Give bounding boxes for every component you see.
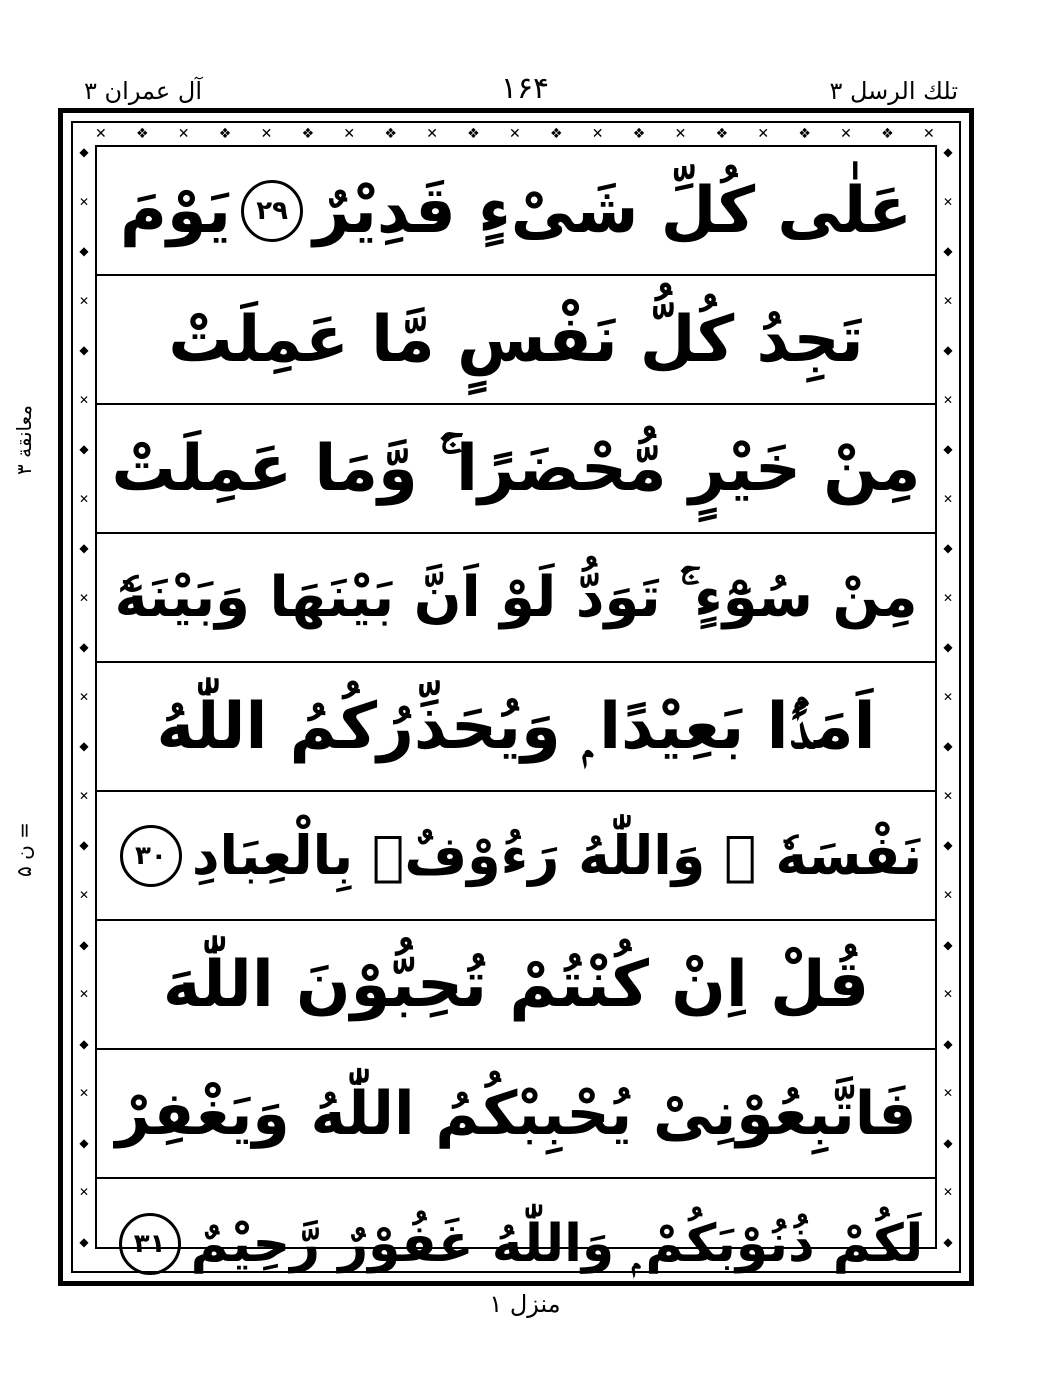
ayah-number-marker: ۳۰ bbox=[120, 825, 182, 887]
verse-line bbox=[97, 1050, 935, 1179]
margin-note-bottom: ن ۵ = bbox=[12, 822, 36, 878]
page-border bbox=[58, 108, 974, 1286]
ayah-number-marker: ۳۱ bbox=[119, 1213, 181, 1275]
verse-line bbox=[97, 663, 935, 792]
verse-line-text: مِنْ خَيْرٍ مُّحْضَرًا ۚۛ وَّمَا عَمِلَتْ bbox=[111, 431, 921, 506]
verse-line bbox=[97, 534, 935, 663]
page-number: ۱۶۴ bbox=[500, 71, 550, 106]
verse-line bbox=[97, 147, 935, 276]
verse-line-text: اَمَدًۢا بَعِيْدًا ۭ وَيُحَذِّرُكُمُ اللّٰهُ bbox=[156, 689, 876, 764]
verse-line bbox=[97, 276, 935, 405]
verse-block bbox=[95, 145, 937, 1274]
ornament-right: ◆ ✕ ◆ ✕ ◆ ✕ ◆ ✕ ◆ ✕ ◆ ✕ ◆ ✕ ◆ ✕ ◆ ✕ ◆ ✕ ◆ ✕ ◆ bbox=[942, 145, 954, 1249]
verse-line-text: تَجِدُ كُلُّ نَفْسٍ مَّا عَمِلَتْ bbox=[168, 302, 864, 377]
verse-line bbox=[97, 405, 935, 534]
verse-line-text: فَاتَّبِعُوْنِىْ يُحْبِبْكُمُ اللّٰهُ وَيَغْفِرْ bbox=[115, 1078, 917, 1149]
juz-name-header: تلك الرسل ۳ bbox=[829, 77, 958, 105]
verse-line-text: عَلٰى كُلِّ شَىْءٍ قَدِيْرٌ bbox=[313, 173, 912, 248]
verse-line-text: مِنْ سُوْٓءٍ ۚۛ تَوَدُّ لَوْ اَنَّ بَيْنَهَا وَبَيْنَهٗٓ bbox=[114, 564, 918, 630]
verse-line-text-after: يَوْمَ bbox=[120, 173, 232, 248]
surah-name-header: آل عمران ۳ bbox=[84, 77, 202, 105]
verse-line bbox=[97, 792, 935, 921]
ornament-top: ✕ ❖ ✕ ❖ ✕ ❖ ✕ ❖ ✕ ❖ ✕ ❖ ✕ ❖ ✕ ❖ ✕ ❖ ✕ ❖ ✕ bbox=[95, 126, 937, 142]
manzil-footer: منزل ۱ bbox=[489, 1290, 561, 1318]
page-border-inner bbox=[71, 121, 961, 1273]
margin-note-top: معانقة ۳ bbox=[12, 405, 36, 475]
verse-line-text: نَفْسَهٗ ۭ وَاللّٰهُ رَءُوْفٌۢ بِالْعِبَادِ bbox=[191, 823, 923, 887]
verse-line bbox=[97, 921, 935, 1050]
verse-line-text: قُلْ اِنْ كُنْتُمْ تُحِبُّوْنَ اللّٰهَ bbox=[162, 947, 870, 1022]
ornament-left: ◆ ✕ ◆ ✕ ◆ ✕ ◆ ✕ ◆ ✕ ◆ ✕ ◆ ✕ ◆ ✕ ◆ ✕ ◆ ✕ ◆ ✕ ◆ bbox=[78, 145, 90, 1249]
ayah-number-marker: ۲۹ bbox=[241, 180, 303, 242]
verse-line bbox=[97, 1179, 935, 1308]
verse-line-text: لَكُمْ ذُنُوْبَكُمْ ۭ وَاللّٰهُ غَفُوْرٌ رَّحِيْمٌ bbox=[190, 1213, 924, 1274]
